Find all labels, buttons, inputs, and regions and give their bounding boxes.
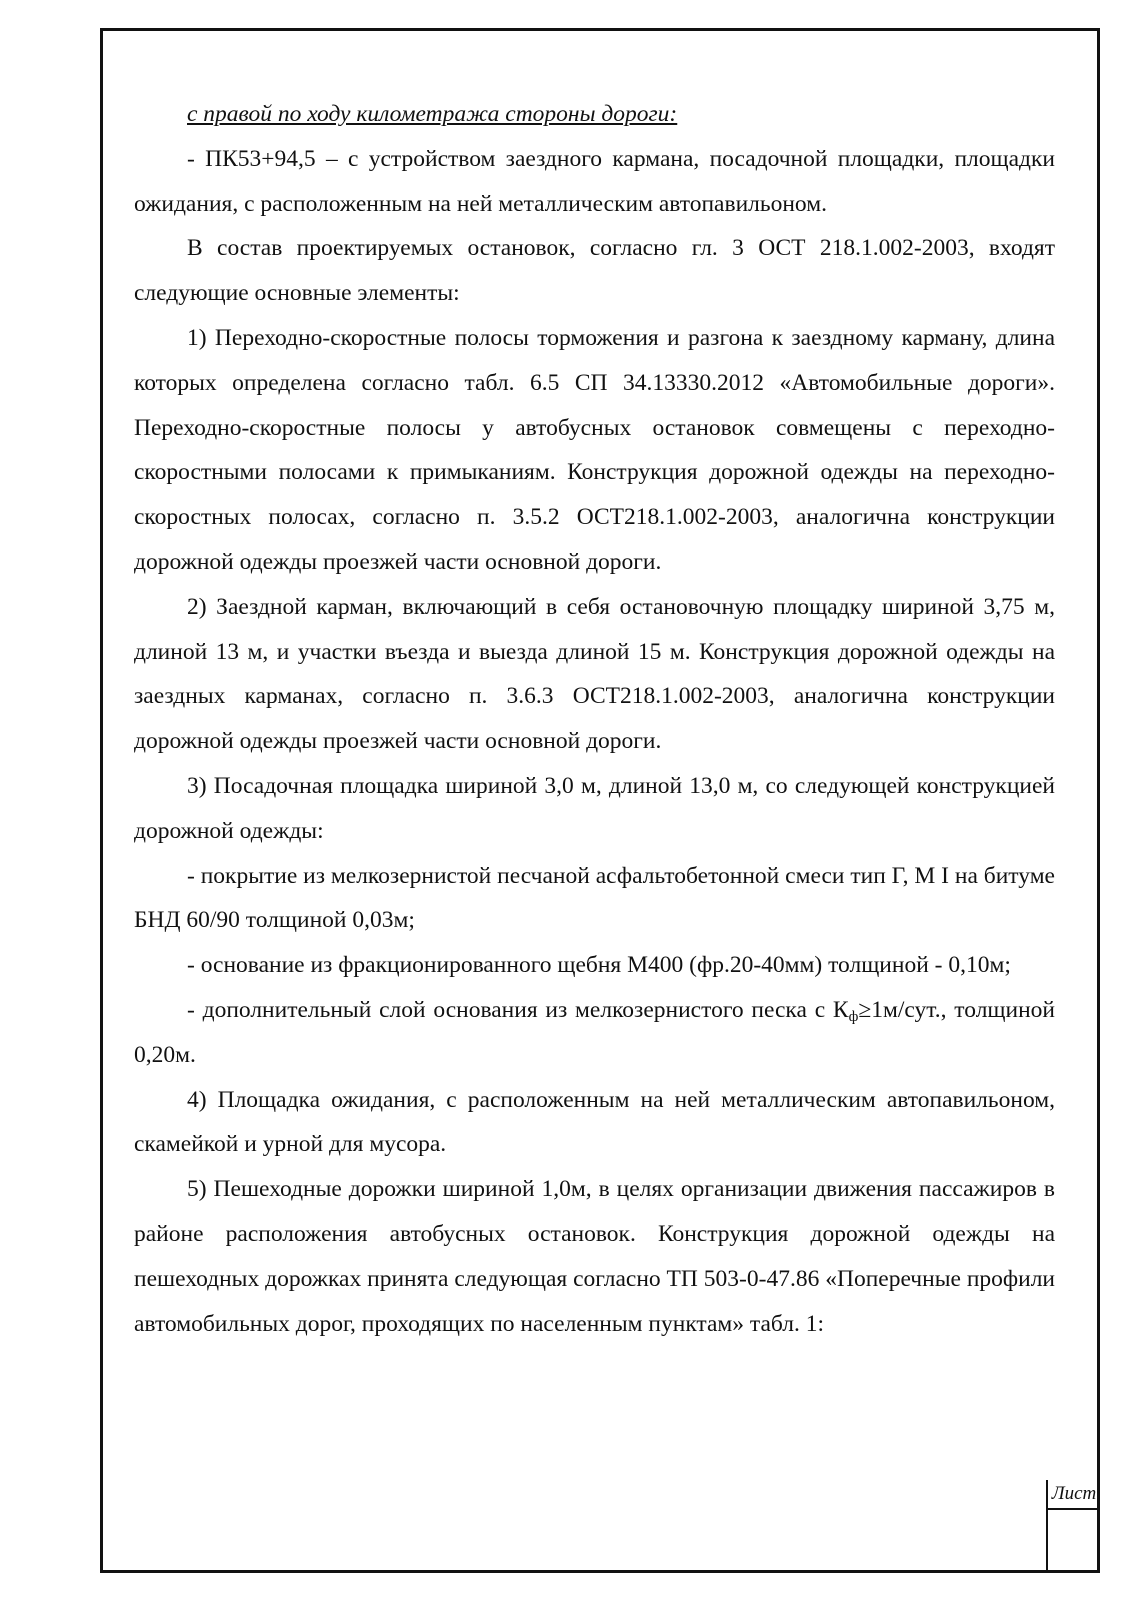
paragraph-coating: - покрытие из мелкозернистой песчаной асфальтобетонной смеси тип Г, М I на битуме БНД 60/90 толщиной 0,03м;	[134, 862, 1055, 934]
paragraph-item-2: 2) Заездной карман, включающий в себя остановочную площадку шириной 3,75 м, длиной 13 м, и участки въезда и выезда длиной 15 м. Конструкция дорожной одежды на заездных карманах, согласно п. 3.6.3 ОСТ218.1.002-2003, аналогична конструкции дорожной одежды проезжей части основной дороги.	[134, 593, 1055, 755]
paragraph-pk: - ПК53+94,5 – с устройством заездного кармана, посадочной площадки, площадки ожидания, с расположенным на ней металлическим автопавильоном.	[134, 145, 1055, 217]
additional-layer-text-end: ≥1м/сут., толщиной 0,20м.	[134, 996, 1056, 1068]
sheet-number	[1048, 1510, 1100, 1573]
paragraph-item-3: 3) Посадочная площадка шириной 3,0 м, длиной 13,0 м, со следующей конструкцией дорожной одежды:	[134, 772, 1055, 844]
document-body	[134, 92, 1055, 1346]
sheet-label: Лист	[1048, 1480, 1100, 1510]
additional-layer-text-start: - дополнительный слой основания из мелкозернистого песка с К	[187, 996, 849, 1023]
paragraph-composition: В состав проектируемых остановок, согласно гл. 3 ОСТ 218.1.002-2003, входят следующие основные элементы:	[134, 235, 1055, 307]
paragraph-item-5: 5) Пешеходные дорожки шириной 1,0м, в целях организации движения пассажиров в районе расположения автобусных остановок. Конструкция дорожной одежды на пешеходных дорожках принята следующая согласно ТП 503-0-47.86 «Поперечные профили автомобильных дорог, проходящих по населенным пунктам» табл. 1:	[134, 1176, 1055, 1337]
paragraph-base: - основание из фракционированного щебня М400 (фр.20-40мм) толщиной - 0,10м;	[187, 952, 1011, 979]
paragraph-additional-layer	[134, 988, 1055, 1078]
sheet-stamp	[1046, 1480, 1100, 1573]
section-heading: с правой по ходу километража стороны дороги:	[187, 101, 678, 127]
paragraph-item-4: 4) Площадка ожидания, с расположенным на ней металлическим автопавильоном, скамейкой и урной для мусора.	[134, 1086, 1055, 1158]
paragraph-item-1: 1) Переходно-скоростные полосы торможения и разгона к заездному карману, длина которых определена согласно табл. 6.5 СП 34.13330.2012 «Автомобильные дороги». Переходно-скоростные полосы у автобусных остановок совмещены с переходно-скоростными полосами к примыканиям. Конструкция дорожной одежды на переходно-скоростных полосах, согласно п. 3.5.2 ОСТ218.1.002-2003, аналогична конструкции дорожной одежды проезжей части основной дороги.	[134, 324, 1055, 575]
filtration-subscript: ф	[848, 1008, 859, 1025]
